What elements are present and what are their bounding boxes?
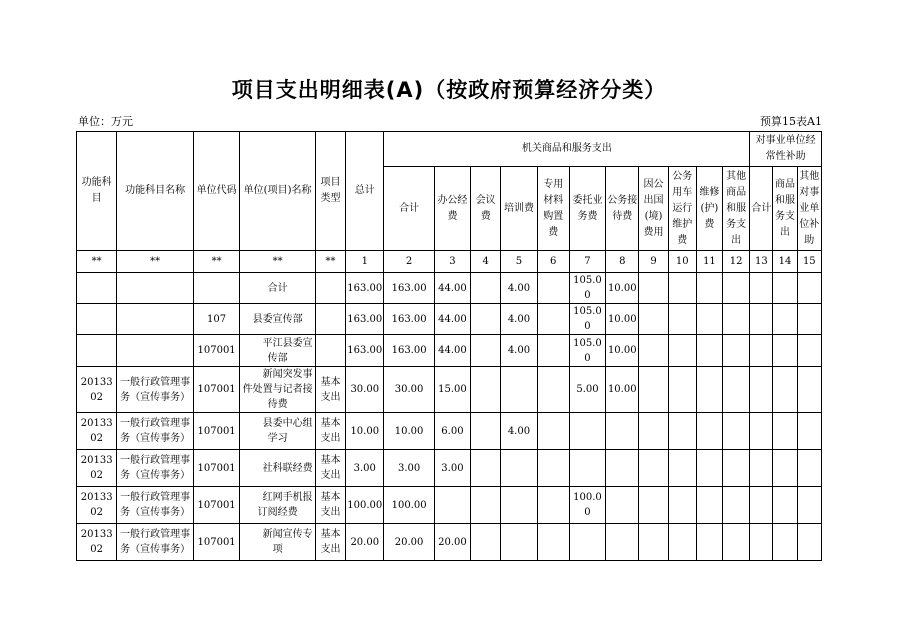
cell-unit-name: 新闻宣传专项 <box>240 524 316 561</box>
cell-amount <box>501 367 537 413</box>
cell-amount <box>750 273 773 304</box>
cell-unit-code: 107001 <box>193 335 239 367</box>
cell-amount: 105.00 <box>569 304 605 335</box>
header-group-goods-services: 机关商品和服务支出 <box>384 132 750 167</box>
cell-amount <box>537 335 569 367</box>
header-mark: ** <box>77 251 117 273</box>
column-number: 14 <box>773 251 797 273</box>
header-materials: 专用材料购置费 <box>537 167 569 251</box>
cell-amount <box>639 450 668 487</box>
cell-amount <box>797 487 821 524</box>
cell-amount <box>723 304 750 335</box>
cell-amount <box>471 367 501 413</box>
cell-amount <box>750 450 773 487</box>
cell-unit-code <box>193 273 239 304</box>
cell-func-code: 2013302 <box>77 413 117 450</box>
table-row <box>77 273 822 304</box>
cell-amount <box>773 524 797 561</box>
cell-amount: 3.00 <box>346 450 384 487</box>
cell-amount <box>723 487 750 524</box>
cell-amount <box>606 487 639 524</box>
header-repair: 维修(护)费 <box>696 167 722 251</box>
cell-amount <box>797 450 821 487</box>
column-number: 4 <box>471 251 501 273</box>
cell-amount: 10.00 <box>606 335 639 367</box>
cell-amount: 15.00 <box>434 367 470 413</box>
cell-amount <box>668 413 696 450</box>
cell-amount: 163.00 <box>346 335 384 367</box>
cell-amount <box>471 487 501 524</box>
cell-amount <box>773 487 797 524</box>
cell-amount <box>639 487 668 524</box>
cell-func-name: 一般行政管理事务（宣传事务） <box>117 524 194 561</box>
cell-amount: 163.00 <box>346 273 384 304</box>
cell-amount: 100.00 <box>346 487 384 524</box>
cell-amount: 163.00 <box>384 273 434 304</box>
header-meeting: 会议费 <box>471 167 501 251</box>
cell-amount: 10.00 <box>346 413 384 450</box>
cell-amount <box>639 367 668 413</box>
cell-amount: 105.00 <box>569 335 605 367</box>
cell-amount <box>668 304 696 335</box>
cell-amount <box>639 413 668 450</box>
cell-amount: 10.00 <box>606 367 639 413</box>
table-row <box>77 367 822 413</box>
cell-amount <box>639 524 668 561</box>
cell-amount <box>537 367 569 413</box>
cell-amount <box>434 487 470 524</box>
header-func-code: 功能科目 <box>77 132 117 251</box>
cell-amount: 20.00 <box>346 524 384 561</box>
cell-amount: 10.00 <box>606 273 639 304</box>
column-number: 3 <box>434 251 470 273</box>
cell-project-type <box>315 335 345 367</box>
cell-amount <box>668 524 696 561</box>
cell-amount: 4.00 <box>501 304 537 335</box>
cell-amount <box>501 450 537 487</box>
table-code: 预算15表A1 <box>760 115 822 128</box>
cell-unit-code: 107001 <box>193 524 239 561</box>
cell-amount <box>668 367 696 413</box>
cell-amount <box>606 524 639 561</box>
column-number: 6 <box>537 251 569 273</box>
cell-project-type: 基本支出 <box>315 487 345 524</box>
cell-amount <box>797 304 821 335</box>
column-number: 10 <box>668 251 696 273</box>
cell-amount <box>569 450 605 487</box>
cell-amount <box>668 273 696 304</box>
header-abroad: 因公出国(境)费用 <box>639 167 668 251</box>
cell-project-type <box>315 304 345 335</box>
cell-amount <box>537 450 569 487</box>
cell-amount <box>723 273 750 304</box>
cell-func-code <box>77 304 117 335</box>
cell-amount <box>471 413 501 450</box>
cell-amount <box>696 304 722 335</box>
cell-unit-name: 红网手机报订阅经费 <box>240 487 316 524</box>
cell-amount <box>569 524 605 561</box>
header-sub-heji: 合计 <box>750 167 773 251</box>
cell-amount <box>471 335 501 367</box>
cell-amount: 3.00 <box>384 450 434 487</box>
cell-func-code <box>77 335 117 367</box>
cell-func-code <box>77 273 117 304</box>
cell-amount <box>606 413 639 450</box>
cell-func-name: 一般行政管理事务（宣传事务） <box>117 367 194 413</box>
cell-amount: 5.00 <box>569 367 605 413</box>
unit-label: 单位：万元 <box>78 115 133 128</box>
column-number: 15 <box>797 251 821 273</box>
table-row <box>77 335 822 367</box>
column-number: 7 <box>569 251 605 273</box>
cell-amount: 3.00 <box>434 450 470 487</box>
cell-amount <box>797 273 821 304</box>
header-mark: ** <box>315 251 345 273</box>
cell-func-name: 一般行政管理事务（宣传事务） <box>117 450 194 487</box>
cell-amount: 4.00 <box>501 335 537 367</box>
cell-amount <box>537 524 569 561</box>
table-row <box>77 413 822 450</box>
table-row <box>77 524 822 561</box>
cell-amount <box>639 304 668 335</box>
header-training: 培训费 <box>501 167 537 251</box>
cell-func-code: 2013302 <box>77 367 117 413</box>
cell-amount <box>696 450 722 487</box>
cell-amount <box>773 304 797 335</box>
cell-amount <box>797 335 821 367</box>
cell-amount <box>696 367 722 413</box>
cell-project-type: 基本支出 <box>315 450 345 487</box>
cell-func-code: 2013302 <box>77 450 117 487</box>
cell-amount <box>606 450 639 487</box>
cell-func-name <box>117 304 194 335</box>
cell-amount <box>668 487 696 524</box>
cell-amount: 44.00 <box>434 304 470 335</box>
column-number: 5 <box>501 251 537 273</box>
header-mark: ** <box>117 251 194 273</box>
cell-amount <box>696 273 722 304</box>
cell-amount: 163.00 <box>384 335 434 367</box>
cell-amount: 163.00 <box>346 304 384 335</box>
header-marks-row <box>77 251 822 273</box>
cell-amount <box>696 335 722 367</box>
header-commission: 委托业务费 <box>569 167 605 251</box>
page-title: 项目支出明细表(A)（按政府预算经济分类） <box>231 78 667 102</box>
cell-amount <box>773 450 797 487</box>
cell-amount <box>773 273 797 304</box>
cell-amount <box>723 450 750 487</box>
header-sub-goods: 商品和服务支出 <box>773 167 797 251</box>
header-func-name: 功能科目名称 <box>117 132 194 251</box>
cell-amount <box>750 524 773 561</box>
header-sub-other: 其他对事业单位补助 <box>797 167 821 251</box>
cell-amount: 30.00 <box>384 367 434 413</box>
cell-amount <box>773 367 797 413</box>
cell-amount <box>639 273 668 304</box>
cell-func-code: 2013302 <box>77 487 117 524</box>
header-reception: 公务接待费 <box>606 167 639 251</box>
column-number: 11 <box>696 251 722 273</box>
cell-func-code: 2013302 <box>77 524 117 561</box>
cell-amount: 4.00 <box>501 273 537 304</box>
cell-amount <box>471 524 501 561</box>
cell-amount <box>797 524 821 561</box>
table-row <box>77 450 822 487</box>
column-number: 8 <box>606 251 639 273</box>
cell-amount <box>569 413 605 450</box>
cell-amount <box>537 304 569 335</box>
cell-amount: 4.00 <box>501 413 537 450</box>
cell-func-name: 一般行政管理事务（宣传事务） <box>117 413 194 450</box>
cell-amount: 6.00 <box>434 413 470 450</box>
cell-amount <box>750 335 773 367</box>
header-unit-name: 单位(项目)名称 <box>240 132 316 251</box>
cell-unit-name: 县委中心组学习 <box>240 413 316 450</box>
cell-amount: 44.00 <box>434 273 470 304</box>
column-number: 13 <box>750 251 773 273</box>
cell-amount <box>501 487 537 524</box>
cell-unit-code: 107001 <box>193 413 239 450</box>
cell-amount <box>471 304 501 335</box>
column-number: 2 <box>384 251 434 273</box>
cell-amount <box>537 273 569 304</box>
header-other-goods: 其他商品和服务支出 <box>723 167 750 251</box>
cell-func-name <box>117 335 194 367</box>
cell-amount <box>537 413 569 450</box>
header-vehicle: 公务用车运行维护费 <box>668 167 696 251</box>
cell-project-type: 基本支出 <box>315 413 345 450</box>
cell-unit-code: 107 <box>193 304 239 335</box>
cell-unit-name: 社科联经费 <box>240 450 316 487</box>
cell-amount: 10.00 <box>384 413 434 450</box>
cell-amount <box>696 413 722 450</box>
cell-amount <box>501 524 537 561</box>
cell-amount <box>696 524 722 561</box>
cell-project-type <box>315 273 345 304</box>
cell-unit-name: 平江县委宣传部 <box>240 335 316 367</box>
table-row <box>77 487 822 524</box>
header-total: 总计 <box>346 132 384 251</box>
cell-amount <box>797 413 821 450</box>
cell-amount: 44.00 <box>434 335 470 367</box>
cell-amount: 30.00 <box>346 367 384 413</box>
cell-amount <box>696 487 722 524</box>
cell-project-type: 基本支出 <box>315 524 345 561</box>
cell-amount <box>750 304 773 335</box>
header-heji: 合计 <box>384 167 434 251</box>
column-number: 12 <box>723 251 750 273</box>
cell-amount <box>723 413 750 450</box>
header-mark: ** <box>193 251 239 273</box>
cell-amount: 10.00 <box>606 304 639 335</box>
header-group-subsidy: 对事业单位经常性补助 <box>750 132 822 167</box>
cell-amount <box>750 487 773 524</box>
cell-amount <box>750 367 773 413</box>
cell-amount <box>723 335 750 367</box>
cell-unit-code: 107001 <box>193 450 239 487</box>
cell-amount <box>723 524 750 561</box>
cell-amount <box>723 367 750 413</box>
cell-amount <box>668 335 696 367</box>
cell-project-type: 基本支出 <box>315 367 345 413</box>
cell-amount <box>537 487 569 524</box>
cell-amount: 163.00 <box>384 304 434 335</box>
cell-amount <box>750 413 773 450</box>
cell-func-name: 一般行政管理事务（宣传事务） <box>117 487 194 524</box>
header-project-type: 项目类型 <box>315 132 345 251</box>
cell-func-name <box>117 273 194 304</box>
cell-amount <box>797 367 821 413</box>
cell-amount: 20.00 <box>434 524 470 561</box>
cell-amount <box>639 335 668 367</box>
cell-amount <box>773 413 797 450</box>
cell-unit-code: 107001 <box>193 487 239 524</box>
header-unit-code: 单位代码 <box>193 132 239 251</box>
cell-amount <box>668 450 696 487</box>
cell-unit-code: 107001 <box>193 367 239 413</box>
cell-amount <box>471 450 501 487</box>
cell-unit-name: 合计 <box>240 273 316 304</box>
header-office: 办公经费 <box>434 167 470 251</box>
column-number: 9 <box>639 251 668 273</box>
cell-unit-name: 县委宣传部 <box>240 304 316 335</box>
header-mark: ** <box>240 251 316 273</box>
cell-amount <box>773 335 797 367</box>
cell-amount: 105.00 <box>569 273 605 304</box>
cell-amount: 100.00 <box>569 487 605 524</box>
table-row <box>77 304 822 335</box>
budget-table <box>76 131 822 561</box>
column-number: 1 <box>346 251 384 273</box>
cell-amount <box>471 273 501 304</box>
cell-amount: 100.00 <box>384 487 434 524</box>
cell-amount: 20.00 <box>384 524 434 561</box>
cell-unit-name: 新闻突发事件处置与记者接待费 <box>240 367 316 413</box>
